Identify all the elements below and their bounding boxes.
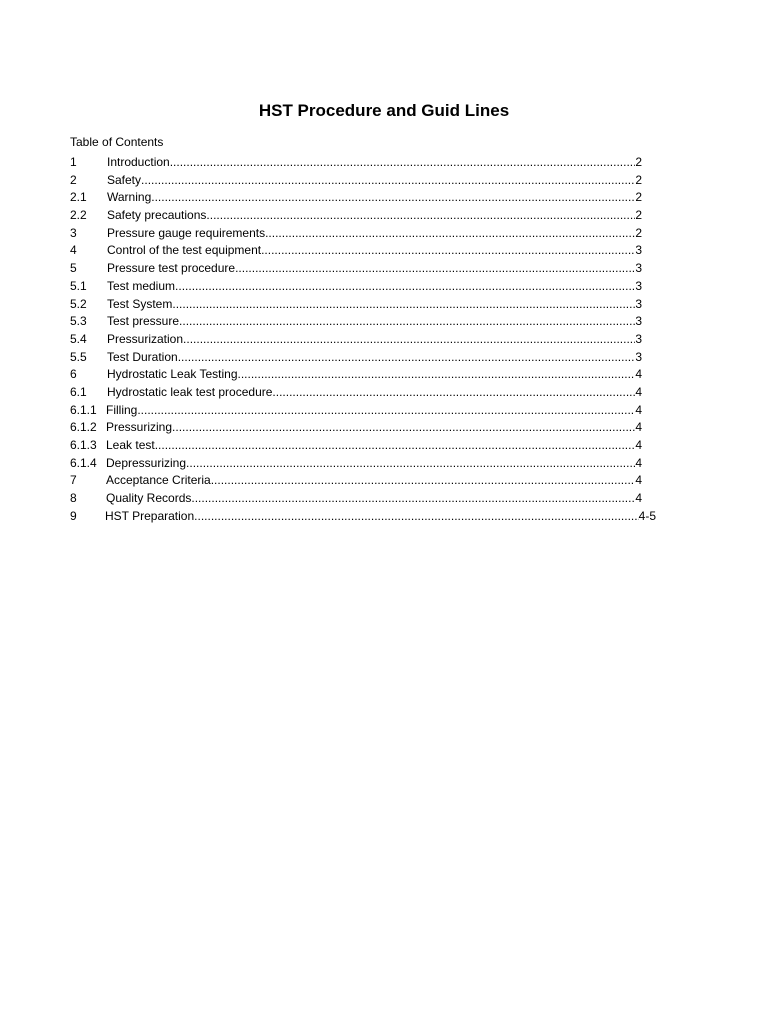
toc-entry-text	[107, 207, 642, 225]
toc-entry[interactable]	[70, 384, 670, 402]
toc-entry-label: Pressurizing	[106, 420, 173, 435]
toc-entry-label: Test medium	[107, 278, 176, 293]
toc-entry[interactable]	[70, 154, 670, 172]
toc-entry-text	[106, 419, 642, 437]
toc-entry-label: Hydrostatic Leak Testing	[107, 367, 238, 382]
toc-entry[interactable]	[70, 472, 670, 490]
toc-entry-label: Test pressure	[107, 314, 180, 329]
toc-entry-text	[105, 508, 656, 526]
toc-entry[interactable]	[70, 331, 670, 349]
toc-entry-page: 2	[635, 208, 642, 223]
toc-dot-leader	[151, 189, 635, 207]
toc-entry-page: 4	[635, 455, 642, 470]
toc-dot-leader	[137, 402, 635, 420]
toc-dot-leader	[211, 472, 636, 490]
table-of-contents	[70, 154, 670, 525]
toc-entry-text	[107, 349, 642, 367]
toc-entry-text	[107, 384, 642, 402]
toc-entry-number: 6.1.1	[70, 402, 97, 417]
toc-entry-page: 3	[635, 349, 642, 364]
toc-entry-page: 4-5	[638, 508, 656, 523]
toc-entry-label: Test System	[107, 296, 173, 311]
toc-dot-leader	[155, 437, 636, 455]
toc-entry-text	[107, 225, 642, 243]
toc-entry-number: 5.3	[70, 314, 87, 329]
toc-entry-number: 5.4	[70, 331, 87, 346]
toc-entry[interactable]	[70, 189, 670, 207]
toc-entry-label: Acceptance Criteria	[106, 473, 211, 488]
toc-entry-number: 6.1.2	[70, 420, 97, 435]
toc-heading: Table of Contents	[70, 135, 164, 149]
toc-entry-number: 7	[70, 473, 77, 488]
toc-entry-text	[107, 242, 642, 260]
toc-dot-leader	[186, 455, 635, 473]
toc-entry-number: 5	[70, 261, 77, 276]
toc-entry-number: 2.2	[70, 208, 87, 223]
toc-entry-label: Pressure test procedure	[107, 261, 236, 276]
toc-entry-label: HST Preparation	[105, 508, 195, 523]
toc-dot-leader	[206, 207, 635, 225]
toc-entry-page: 4	[635, 367, 642, 382]
toc-entry-number: 4	[70, 243, 77, 258]
toc-entry[interactable]	[70, 207, 670, 225]
toc-entry-text	[106, 472, 642, 490]
toc-entry-number: 3	[70, 225, 77, 240]
toc-entry-page: 3	[635, 278, 642, 293]
toc-entry-page: 2	[635, 155, 642, 169]
toc-entry-text	[106, 490, 642, 508]
toc-entry-number: 5.1	[70, 278, 87, 293]
toc-entry-number: 6.1	[70, 384, 87, 399]
toc-entry-page: 2	[635, 190, 642, 205]
toc-entry[interactable]	[70, 313, 670, 331]
toc-entry-label: Control of the test equipment	[107, 243, 262, 258]
toc-dot-leader	[265, 225, 635, 243]
toc-entry-label: Depressurizing	[106, 455, 187, 470]
toc-entry-number: 2.1	[70, 190, 87, 205]
toc-entry-number: 6.1.4	[70, 455, 97, 470]
toc-dot-leader	[141, 172, 635, 190]
toc-entry-number: 6.1.3	[70, 438, 97, 452]
toc-entry[interactable]	[70, 455, 670, 473]
toc-entry-page: 3	[635, 314, 642, 329]
toc-dot-leader	[183, 331, 635, 349]
toc-entry-text	[107, 366, 642, 384]
toc-entry-label: Test Duration	[107, 349, 178, 364]
toc-entry-text	[106, 455, 642, 473]
toc-entry-text	[107, 260, 642, 278]
toc-entry-page: 4	[635, 438, 642, 452]
toc-dot-leader	[178, 349, 636, 367]
toc-dot-leader	[175, 278, 635, 296]
toc-entry[interactable]	[70, 225, 670, 243]
toc-dot-leader	[191, 490, 635, 508]
toc-entry-page: 3	[635, 296, 642, 311]
toc-entry-label: Safety precautions	[107, 208, 207, 223]
toc-entry-text	[107, 278, 642, 296]
toc-entry[interactable]	[70, 490, 670, 508]
toc-entry-number: 9	[70, 508, 77, 523]
toc-dot-leader	[235, 260, 635, 278]
toc-entry-page: 4	[635, 384, 642, 399]
toc-entry-number: 6	[70, 367, 77, 382]
toc-entry-label: Hydrostatic leak test procedure	[107, 384, 273, 399]
toc-entry[interactable]	[70, 349, 670, 367]
toc-entry-page: 3	[635, 243, 642, 258]
toc-entry-number: 5.2	[70, 296, 87, 311]
toc-entry[interactable]	[70, 437, 670, 455]
toc-entry-text	[107, 296, 642, 314]
toc-entry-number: 1	[70, 155, 77, 169]
toc-dot-leader	[238, 366, 636, 384]
toc-dot-leader	[261, 242, 635, 260]
toc-entry[interactable]	[70, 366, 670, 384]
toc-entry-label: Filling	[106, 402, 138, 417]
toc-entry-page: 2	[635, 172, 642, 187]
toc-entry-label: Leak test	[106, 438, 155, 452]
toc-entry[interactable]	[70, 419, 670, 437]
toc-entry-label: Warning	[107, 190, 152, 205]
toc-entry-label: Introduction	[107, 155, 170, 169]
toc-entry-page: 4	[635, 420, 642, 435]
toc-dot-leader	[172, 419, 635, 437]
toc-entry-page: 4	[635, 473, 642, 488]
toc-dot-leader	[179, 313, 635, 331]
toc-entry-number: 5.5	[70, 349, 87, 364]
toc-entry-text	[106, 402, 642, 420]
toc-entry[interactable]	[70, 242, 670, 260]
toc-entry[interactable]	[70, 172, 670, 190]
toc-entry[interactable]	[70, 278, 670, 296]
toc-dot-leader	[272, 384, 635, 402]
toc-entry-text	[107, 189, 642, 207]
toc-entry-text	[107, 172, 642, 190]
document-title: HST Procedure and Guid Lines	[258, 101, 510, 120]
toc-entry-page: 3	[635, 331, 642, 346]
toc-entry-text	[107, 313, 642, 331]
toc-entry-number: 2	[70, 172, 77, 187]
toc-entry-page: 4	[635, 491, 642, 506]
toc-entry-page: 3	[635, 261, 642, 276]
toc-entry-text	[107, 154, 642, 172]
toc-entry-page: 2	[635, 225, 642, 240]
toc-entry-number: 8	[70, 491, 77, 506]
toc-entry-label: Pressure gauge requirements	[107, 225, 266, 240]
toc-entry-label: Quality Records	[106, 491, 192, 506]
toc-entry[interactable]	[70, 402, 670, 420]
toc-dot-leader	[172, 296, 635, 314]
toc-entry[interactable]	[70, 508, 670, 526]
toc-dot-leader	[170, 154, 636, 172]
toc-entry-label: Pressurization	[107, 331, 184, 346]
toc-entry-text	[106, 437, 642, 455]
toc-dot-leader	[194, 508, 639, 526]
toc-entry-page: 4	[635, 402, 642, 417]
toc-entry-text	[107, 331, 642, 349]
toc-entry[interactable]	[70, 296, 670, 314]
toc-entry[interactable]	[70, 260, 670, 278]
toc-entry-label: Safety	[107, 172, 142, 187]
